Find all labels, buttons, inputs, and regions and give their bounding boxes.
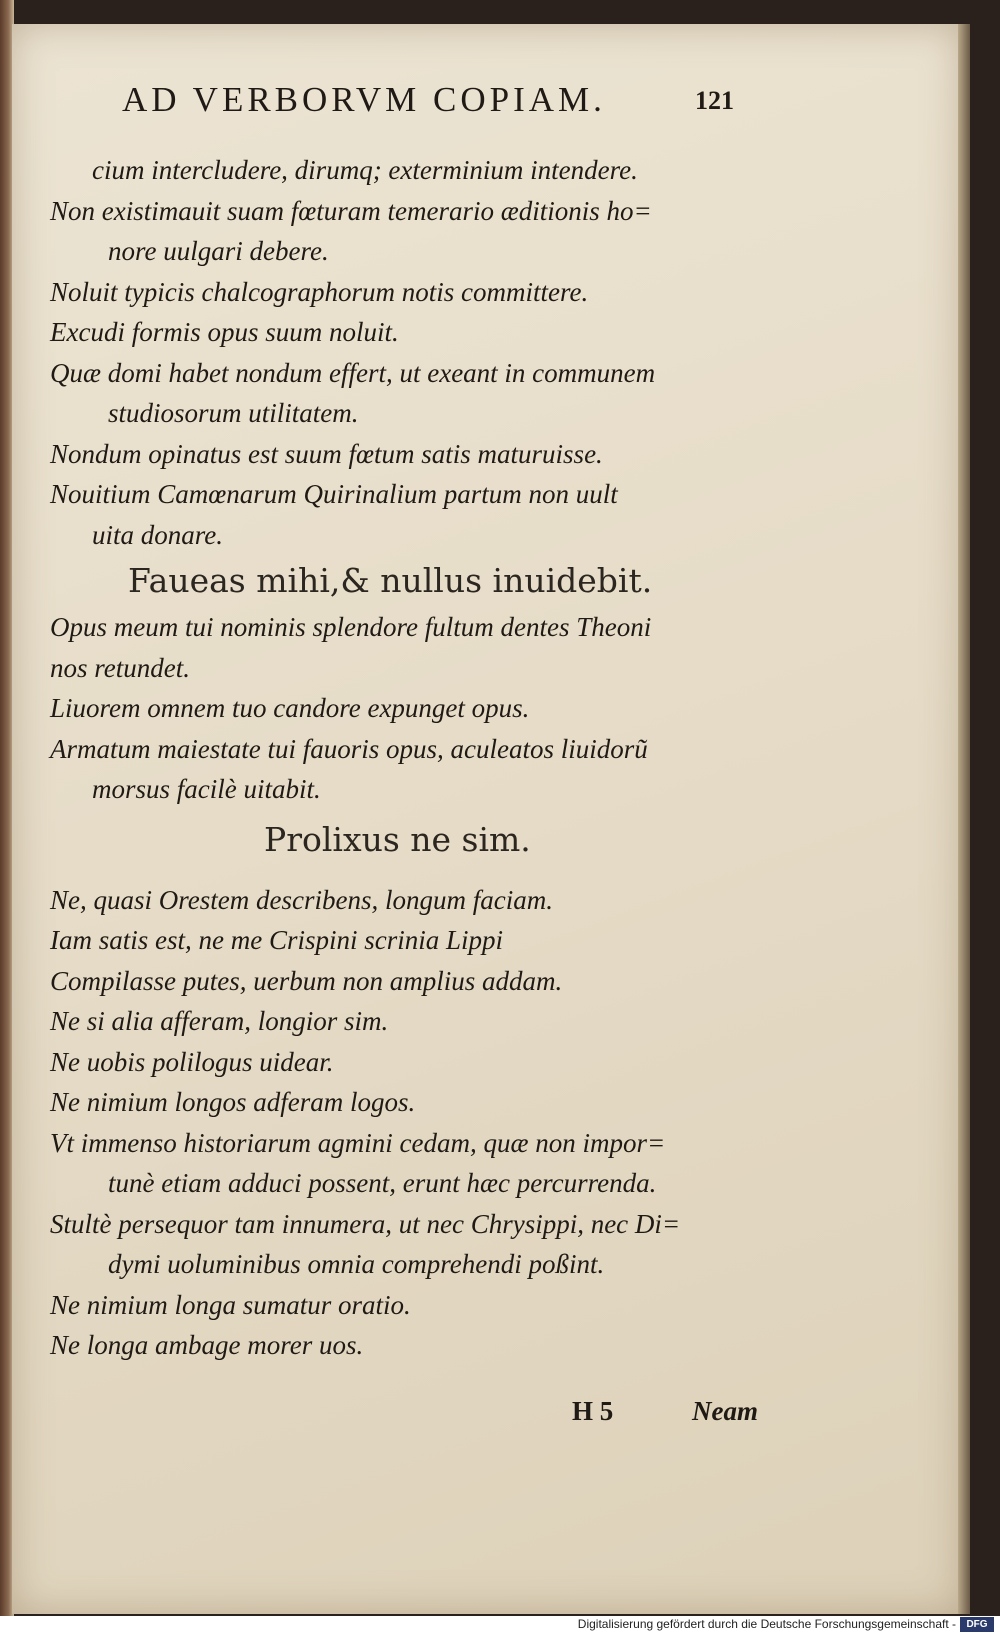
text-line: Compilasse putes, uerbum non amplius addam. — [50, 965, 563, 996]
signature-mark: H 5 — [572, 1396, 614, 1426]
text-line: Ne longa ambage morer uos. — [50, 1330, 364, 1360]
text-line: cium intercludere, dirumq; exterminium intendere. — [92, 155, 638, 185]
funding-credit: Digitalisierung gefördert durch die Deutsche Forschungsgemeinschaft - — [577, 1617, 956, 1631]
text-line: Stultè persequor tam innumera, ut nec Chrysippi, nec Di= — [50, 1208, 681, 1239]
section-heading-faueas: Faueas mihi,& nullus inuidebit. — [128, 561, 653, 600]
text-line: studiosorum utilitatem. — [108, 398, 359, 428]
text-line: dymi uoluminibus omnia comprehendi poßint. — [108, 1249, 605, 1279]
text-line: Ne uobis polilogus uidear. — [50, 1046, 334, 1077]
text-line: Ne, quasi Orestem describens, longum faciam. — [50, 884, 553, 915]
text-line: Liuorem omnem tuo candore expunget opus. — [50, 693, 530, 723]
text-line: Non existimauit suam fœturam temerario æditionis ho= — [50, 195, 652, 226]
page-body — [50, 150, 790, 1366]
dfg-logo: DFG — [960, 1617, 994, 1632]
text-line: uita donare. — [92, 519, 223, 550]
text-line: nore uulgari debere. — [108, 236, 329, 266]
text-line: nos retundet. — [50, 652, 190, 683]
text-line: Noluit typicis chalcographorum notis committere. — [50, 276, 589, 307]
text-line: Iam satis est, ne me Crispini scrinia Lippi — [50, 925, 504, 955]
text-line: Ne nimium longa sumatur oratio. — [50, 1289, 411, 1320]
page-number: 121 — [695, 86, 734, 115]
digitization-footer — [0, 1616, 1000, 1634]
text-line: morsus facilè uitabit. — [92, 774, 321, 804]
section-heading-prolixus: Prolixus ne sim. — [264, 819, 531, 859]
text-line: Ne nimium longos adferam logos. — [50, 1087, 416, 1117]
text-block-2 — [50, 607, 790, 810]
text-line: Quæ domi habet nondum effert, ut exeant in communem — [50, 357, 656, 388]
text-block-1 — [50, 150, 790, 555]
page-stack-edge — [958, 24, 970, 1614]
text-line: Nondum opinatus est suum fœtum satis maturuisse. — [50, 438, 603, 469]
text-line: Excudi formis opus suum noluit. — [50, 317, 399, 347]
text-line: Opus meum tui nominis splendore fultum dentes Theoni — [50, 612, 652, 642]
text-line: Ne si alia afferam, longior sim. — [50, 1006, 389, 1036]
text-line: Armatum maiestate tui fauoris opus, aculeatos liuidorũ — [50, 733, 648, 764]
text-line: Nouitium Camœnarum Quirinalium partum non uult — [50, 479, 618, 509]
text-line: tunè etiam adduci possent, erunt hæc percurrenda. — [108, 1168, 657, 1198]
text-line: Vt immenso historiarum agmini cedam, quæ non impor= — [50, 1127, 666, 1158]
running-head — [110, 80, 770, 136]
catchword: Neam — [692, 1396, 758, 1426]
running-title: AD VERBORVM COPIAM. — [122, 80, 606, 119]
text-block-3 — [50, 880, 790, 1366]
